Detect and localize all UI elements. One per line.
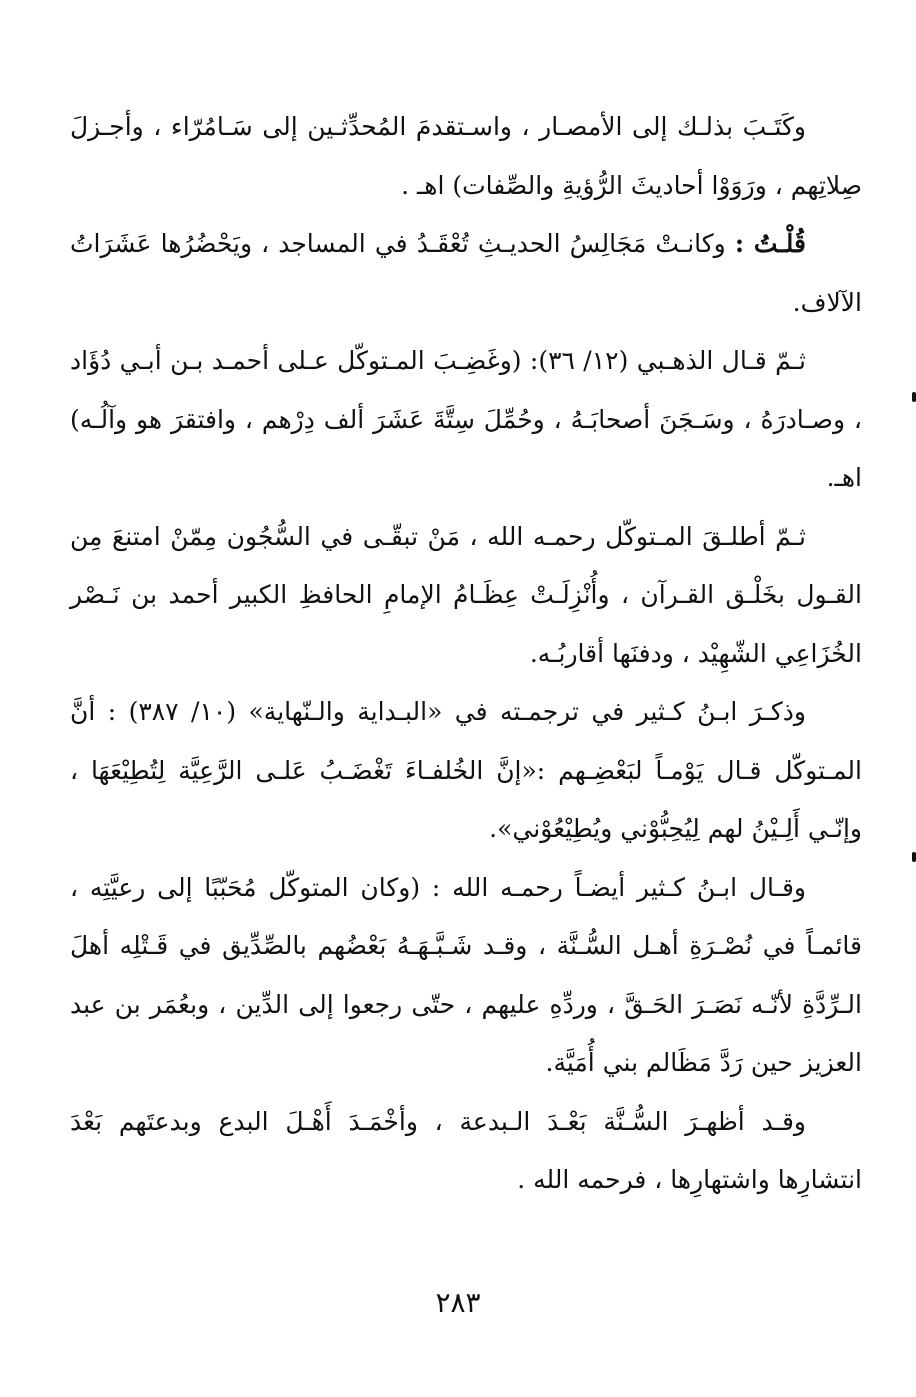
paragraph-2-lead: قُلْـتُ : [734, 229, 806, 258]
paragraph-2-text: وكانـتْ مَجَالِسُ الحديـثِ تُعْقَـدُ في المساجد ، ويَحْضُرُها عَشَرَاتُ الآلاف. [70, 229, 862, 317]
paragraph-1-text: وكَتَـبَ بذلـك إلى الأمصـار ، واسـتقدمَ المُحدِّثـين إلى سَـامُرّاء ، وأجـزلَ صِلاتِهم ، ورَوَوْا أحاديثَ الرُّؤيةِ والصِّفات) اهـ . [70, 112, 862, 200]
paragraph-7 [70, 1093, 862, 1210]
paragraph-6 [70, 859, 862, 1093]
page-body [70, 98, 862, 1210]
paragraph-3-text: ثـمّ قـال الذهـبي (١٢/ ٣٦): (وغَضِـبَ المـتوكّل عـلى أحمـد بـن أبـي دُؤَاد ، وصـادرَهُ ، وسَـجَنَ أصحابَـهُ ، وحُمِّلَ سِتَّةَ عَشَرَ ألف دِرْهم ، وافتقرَ هو وآلُـه) اهـ. [70, 346, 862, 492]
margin-mark [912, 852, 916, 862]
paragraph-7-text: وقـد أظهـرَ السُّـنَّة بَعْـدَ الـبدعة ، وأخْمَـدَ أَهْـلَ البدع وبدعتَهم بَعْدَ انتشارِها واشتهارِها ، فرحمه الله . [70, 1106, 862, 1194]
paragraph-5 [70, 683, 862, 859]
paragraph-6-text: وقـال ابـنُ كـثير أيضـاً رحمـه الله : (وكان المتوكّل مُحَبّبًا إلى رعيَّتِه ، قائمـاً في نُصْـرَةِ أهـل السُّـنَّة ، وقـد شَـبَّـهَـهُ بَعْضُهم بالصِّدِّيق في قَـتْلِه أهلَ الـرِّدَّةِ لأنّـه نَصَـرَ الحَـقَّ ، وردِّهِ عليهم ، حتّى رجعوا إلى الدِّين ، وبعُمَر بن عبد العزيز حين رَدَّ مَظَالم بني أُمَيَّة. [70, 872, 862, 1077]
paragraph-4 [70, 508, 862, 684]
paragraph-2 [70, 215, 862, 332]
paragraph-5-text: وذكـرَ ابـنُ كـثير في ترجمـته في «البـداية والـنّهاية» (١٠/ ٣٨٧) : أنَّ المـتوكّل قـال يَوْمـاً لبَعْضِـهم :«إنَّ الخُلفـاءَ تَغْضَـبُ عَلـى الرَّعِيَّة لِتُطِيْعَهَا ، وإنّـي أَلِـيْنُ لهم لِيُحِبُّوْني ويُطِيْعُوْني». [70, 697, 862, 843]
paragraph-1 [70, 98, 862, 215]
paragraph-3 [70, 332, 862, 508]
margin-mark [912, 392, 916, 402]
page-number: ٢٨٣ [435, 1286, 481, 1319]
paragraph-4-text: ثـمّ أطلـقَ المـتوكّل رحمـه الله ، مَنْ تبقّـى في السُّجُون مِمّنْ امتنعَ مِن القـول بخَلْـق القـرآن ، وأُنْزِلَـتْ عِظَـامُ الإمامِ الحافظِ الكبير أحمد بن نَـصْر الخُزَاعِي الشّهِيْد ، ودفنَها أقاربُـه. [70, 521, 862, 668]
